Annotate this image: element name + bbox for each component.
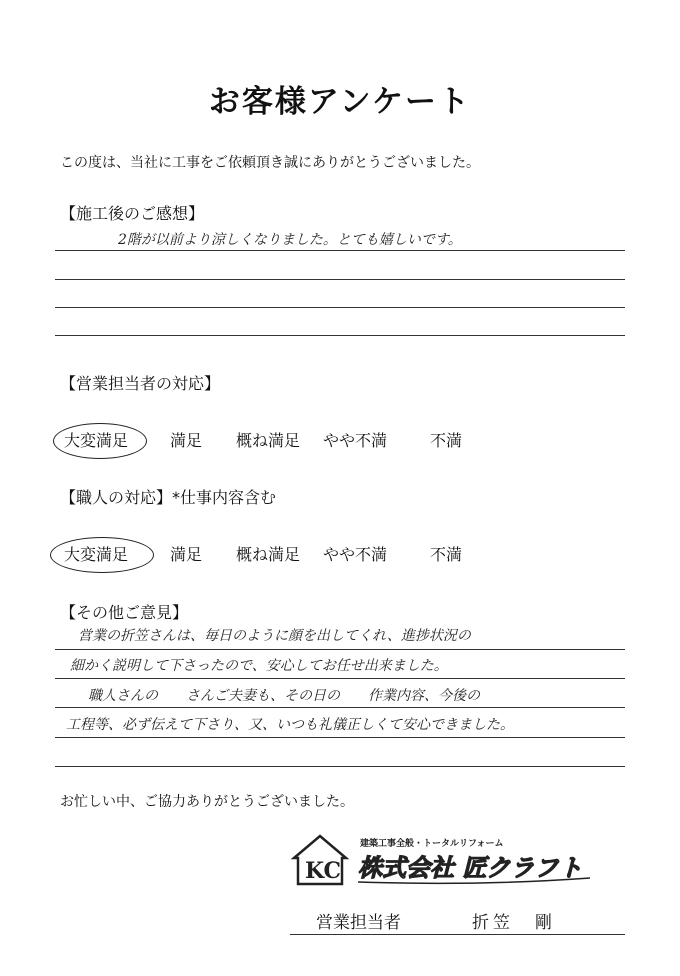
answer-line [55, 279, 625, 280]
craftsmen-option-mostly-satisfied[interactable]: 概ね満足 [236, 545, 301, 564]
thanks-text: お忙しい中、ご協力ありがとうございました。 [60, 794, 354, 810]
other-line: 工程等、必ず伝えて下さり、又、いつも礼儀正しくて安心できました。 [66, 717, 514, 733]
other-line: 細かく説明して下さったので、安心してお任せ出来ました。 [70, 658, 448, 674]
logo-tagline: 建築工事全般・トータルリフォーム [360, 839, 504, 849]
impressions-answer: 2階が以前より涼しくなりました。とても嬉しいです。 [118, 232, 462, 248]
answer-line [55, 678, 625, 679]
sales-option-satisfied[interactable]: 満足 [170, 431, 203, 450]
craftsmen-option-unsatisfied[interactable]: 不満 [430, 545, 463, 564]
house-icon [290, 832, 610, 888]
craftsmen-option-somewhat-unsatisfied[interactable]: やや不満 [323, 545, 388, 564]
answer-line [55, 250, 625, 251]
craftsmen-option-very-satisfied[interactable]: 大変満足 [64, 545, 129, 564]
signature-line [290, 934, 625, 935]
sales-option-mostly-satisfied[interactable]: 概ね満足 [236, 431, 301, 450]
impressions-heading: 【施工後のご感想】 [60, 204, 205, 223]
answer-line [55, 307, 625, 308]
intro-text: この度は、当社に工事をご依頼頂き誠にありがとうございました。 [60, 155, 480, 171]
other-line: 職人さんの さんご夫妻も、その日の 作業内容、今後の [88, 688, 480, 704]
sales-option-very-satisfied[interactable]: 大変満足 [64, 431, 129, 450]
answer-line [55, 766, 625, 767]
craftsmen-option-satisfied[interactable]: 満足 [170, 545, 203, 564]
answer-line [55, 335, 625, 336]
logo-monogram: KC [305, 858, 342, 884]
sales-heading: 【営業担当者の対応】 [60, 374, 221, 393]
other-heading: 【その他ご意見】 [60, 603, 189, 622]
answer-line [55, 707, 625, 708]
sales-option-somewhat-unsatisfied[interactable]: やや不満 [323, 431, 388, 450]
page-title: お客様アンケート [208, 84, 472, 120]
logo-company: 株式会社 匠クラフト [358, 854, 583, 882]
company-logo [290, 832, 610, 888]
signature-name: 折笠 剛 [472, 913, 556, 933]
signature-label: 営業担当者 [316, 913, 401, 933]
answer-line [55, 649, 625, 650]
answer-line [55, 737, 625, 738]
craftsmen-heading: 【職人の対応】*仕事内容含む [60, 488, 277, 507]
sales-option-unsatisfied[interactable]: 不満 [430, 431, 463, 450]
other-line: 営業の折笠さんは、毎日のように顔を出してくれ、進捗状況の [78, 628, 471, 644]
